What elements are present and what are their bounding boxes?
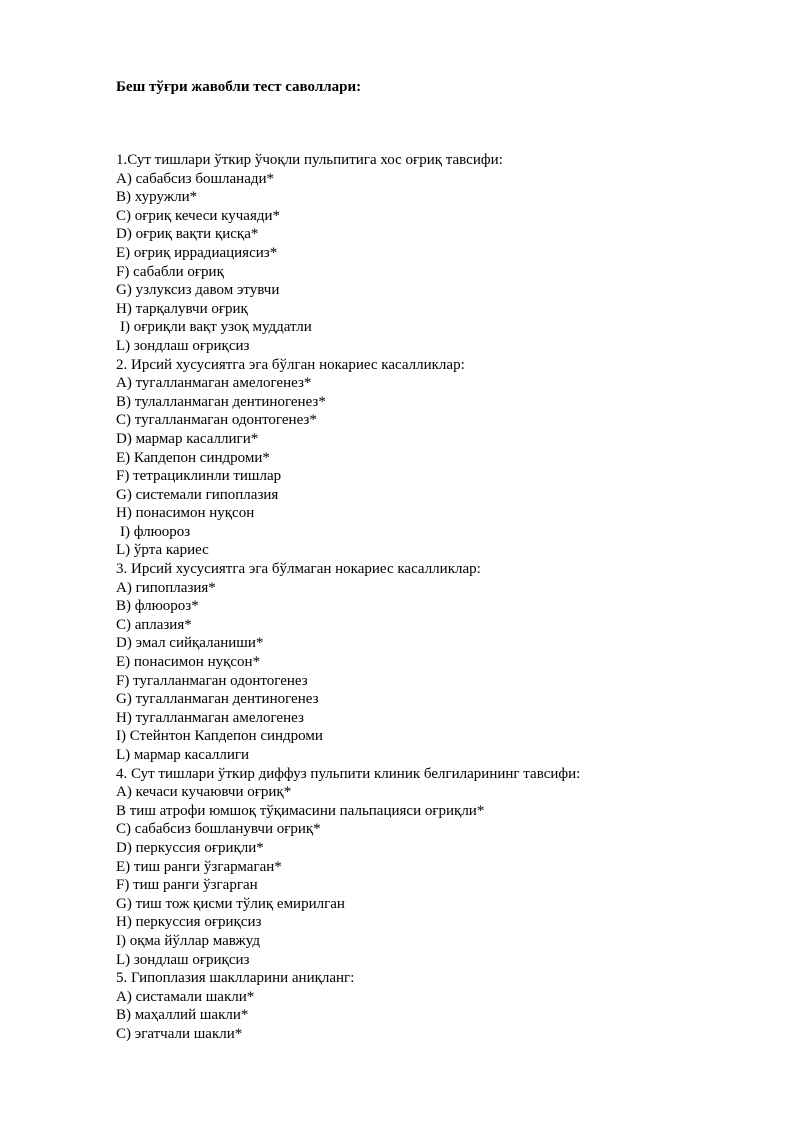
answer-option: C) оғриқ кечеси кучаяди* <box>116 207 281 224</box>
answer-option: F) тугалланмаган одонтогенез <box>116 672 308 689</box>
answer-option: B) хуружли* <box>116 189 198 206</box>
answer-option: B) маҳаллий шакли* <box>116 1007 249 1024</box>
answer-option: E) тиш ранги ўзгармаган* <box>116 858 282 875</box>
answer-option: G) тугалланмаган дентиногенез <box>116 691 319 708</box>
answer-option: H) тарқалувчи оғриқ <box>116 300 248 317</box>
question-text: 5. Гипоплазия шаклларини аниқланг: <box>116 970 355 987</box>
answer-option: G) тиш тож қисми тўлиқ емирилган <box>116 895 345 912</box>
answer-option: D) мармар касаллиги* <box>116 430 259 447</box>
answer-option: G) узлуксиз давом этувчи <box>116 282 280 299</box>
answer-option: G) системали гипоплазия <box>116 486 279 503</box>
answer-option: B) флюороз* <box>116 598 199 615</box>
question-text: 3. Ирсий хусусиятга эга бўлмаган нокариес касалликлар: <box>116 561 481 578</box>
answer-option: D) оғриқ вақти қисқа* <box>116 226 259 243</box>
answer-option: H) перкуссия оғриқсиз <box>116 914 262 931</box>
answer-option: B тиш атрофи юмшоқ тўқимасини пальпацияси оғриқли* <box>116 802 485 819</box>
answer-option: D) эмал сийқаланиши* <box>116 635 264 652</box>
answer-option: B) тулалланмаган дентиногенез* <box>116 393 326 410</box>
answer-option: A) сабабсиз бошланади* <box>116 170 275 187</box>
question-text: 4. Сут тишлари ўткир диффуз пульпити клиник белгиларининг тавсифи: <box>116 765 581 782</box>
answer-option: I) оқма йўллар мавжуд <box>116 932 260 949</box>
answer-option: L) мармар касаллиги <box>116 747 250 763</box>
answer-option: F) сабабли оғриқ <box>116 263 224 280</box>
document-title: Беш тўғри жавобли тест саволлари: <box>116 79 362 95</box>
answer-option: I) Стейнтон Капдепон синдроми <box>116 728 323 745</box>
answer-option: F) тиш ранги ўзгарган <box>116 877 258 894</box>
answer-option: A) систамали шакли* <box>116 988 255 1005</box>
answer-option: I) оғриқли вақт узоқ муддатли <box>120 319 312 336</box>
answer-option: C) аплазия* <box>116 616 192 633</box>
answer-option: E) оғриқ иррадиациясиз* <box>116 244 278 261</box>
answer-option: A) тугалланмаган амелогенез* <box>116 375 312 392</box>
answer-option: A) кечаси кучаювчи оғриқ* <box>116 784 292 801</box>
answer-option: C) тугалланмаган одонтогенез* <box>116 412 317 429</box>
answer-option: A) гипоплазия* <box>116 579 216 596</box>
question-list <box>116 151 736 1044</box>
answer-option: D) перкуссия оғриқли* <box>116 839 264 856</box>
answer-option: E) Капдепон синдроми* <box>116 449 270 466</box>
answer-option: L) ўрта кариес <box>116 542 209 559</box>
answer-option: F) тетрациклинли тишлар <box>116 468 282 485</box>
answer-option: L) зондлаш оғриқсиз <box>116 337 250 354</box>
answer-option: C) сабабсиз бошланувчи оғриқ* <box>116 821 321 838</box>
answer-option: H) понасимон нуқсон <box>116 505 255 522</box>
answer-option: I) флюороз <box>120 523 191 540</box>
answer-option: E) понасимон нуқсон* <box>116 654 261 671</box>
answer-option: L) зондлаш оғриқсиз <box>116 951 250 968</box>
answer-option: C) эгатчали шакли* <box>116 1025 243 1042</box>
question-text: 1.Сут тишлари ўткир ўчоқли пульпитига хос оғриқ тавсифи: <box>116 152 503 168</box>
question-text: 2. Ирсий хусусиятга эга бўлган нокариес касалликлар: <box>116 356 465 373</box>
answer-option: H) тугалланмаган амелогенез <box>116 709 304 726</box>
